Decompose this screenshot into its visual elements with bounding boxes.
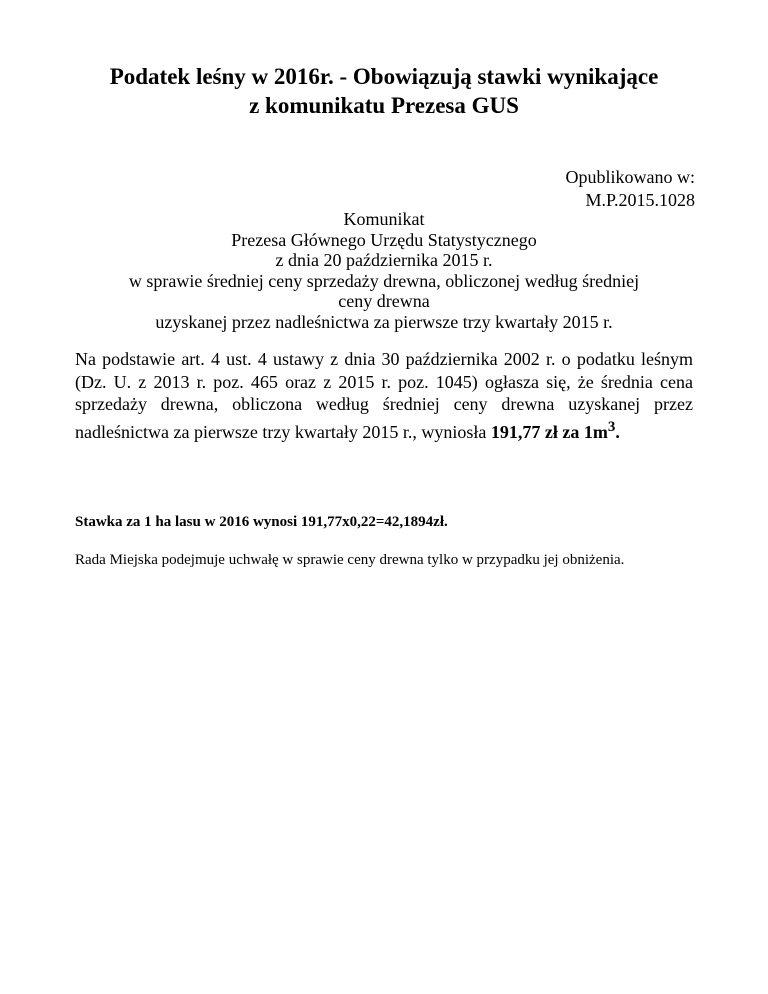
communique-line-1: Komunikat — [343, 209, 425, 229]
council-note: Rada Miejska podejmuje uchwałę w sprawie ceny drewna tylko w przypadku jej obniżenia. — [75, 552, 625, 568]
document-title — [40, 62, 728, 120]
announcement-paragraph — [75, 348, 693, 443]
communique-header — [60, 209, 708, 333]
communique-line-2: Prezesa Głównego Urzędu Statystycznego — [231, 229, 537, 250]
price-value — [490, 418, 620, 442]
communique-line-6: uzyskanej przez nadleśnictwa za pierwsze trzy kwartały 2015 r. — [155, 311, 613, 332]
announcement-text: Na podstawie art. 4 ust. 4 ustawy z dnia 30 października 2002 r. o podatku leśnym (Dz. U. z 2013 r. poz. 465 oraz z 2015 r. poz. 1045) ogłasza się, że średnia cena sprzedaży drewna, obliczona według średniej ceny drewna uzyskanej przez nadleśnictwa za pierwsze trzy kwartały 2015 r., wyniosła — [75, 349, 693, 442]
forest-tax-rate: Stawka za 1 ha lasu w 2016 wynosi 191,77x0,22=42,1894zł. — [75, 514, 448, 530]
price-end: . — [615, 421, 620, 442]
communique-line-4: w sprawie średniej ceny sprzedaży drewna, obliczonej według średniej — [128, 270, 640, 291]
communique-line-5: ceny drewna — [338, 291, 430, 312]
price-unit-superscript: 3 — [607, 418, 616, 435]
title-line-2: z komunikatu Prezesa GUS — [249, 93, 519, 118]
communique-line-3: z dnia 20 października 2015 r. — [275, 250, 493, 271]
publication-reference — [566, 166, 696, 212]
published-ref: M.P.2015.1028 — [585, 190, 695, 210]
title-line-1: Podatek leśny w 2016r. - Obowiązują stawki wynikające — [109, 64, 659, 89]
price-amount: 191,77 zł za 1m — [490, 421, 608, 442]
published-label: Opublikowano w: — [565, 167, 695, 187]
